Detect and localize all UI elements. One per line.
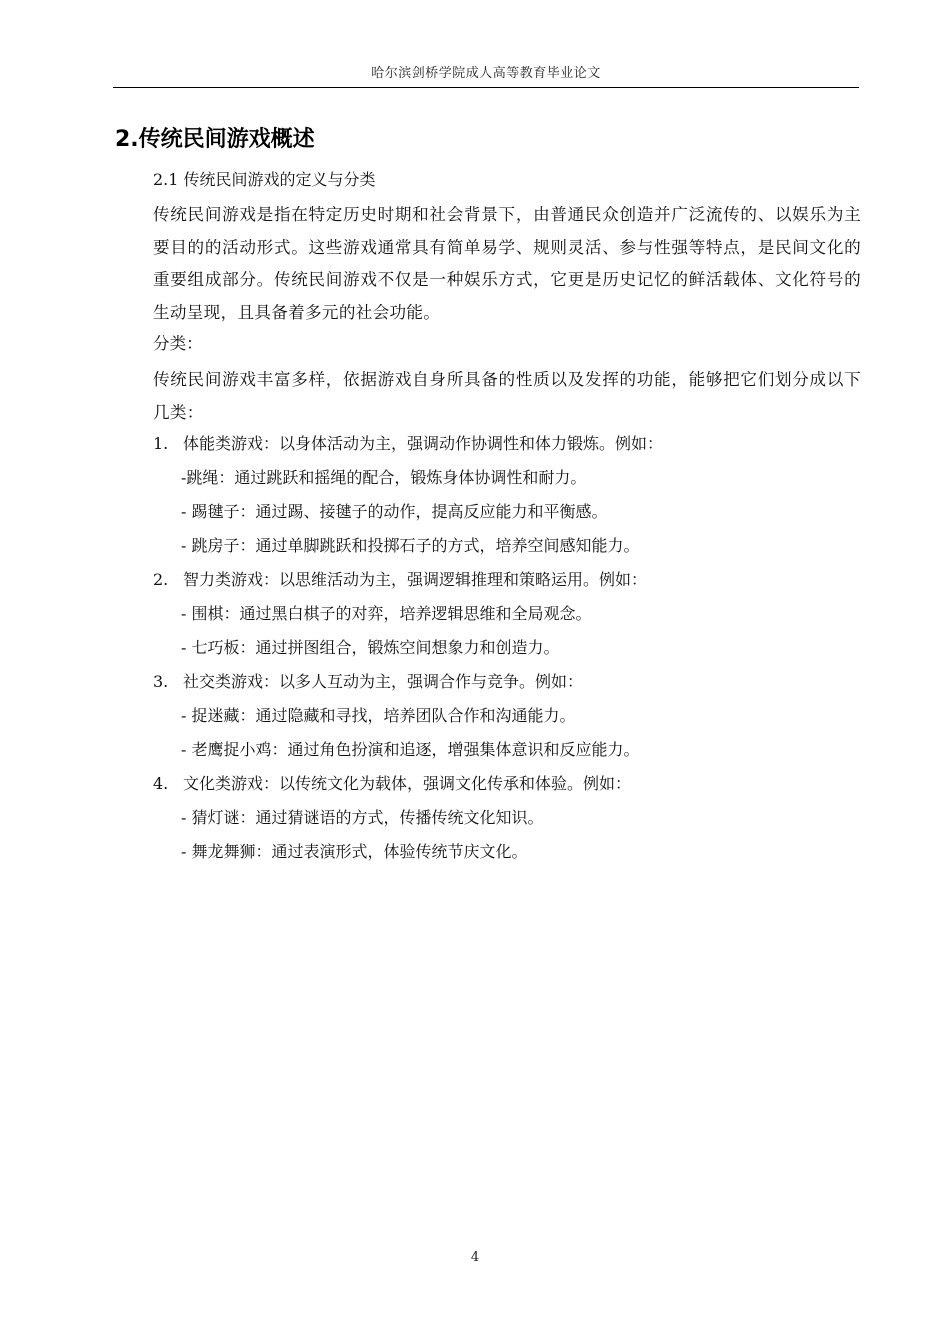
category-text: 文化类游戏：以传统文化为载体，强调文化传承和体验。例如： (183, 774, 632, 793)
page-number: 4 (470, 1250, 480, 1265)
example-item: - 跳房子：通过单脚跳跃和投掷石子的方式，培养空间感知能力。 (181, 536, 640, 555)
example-item: - 捉迷藏：通过隐藏和寻找，培养团队合作和沟通能力。 (181, 706, 576, 725)
category-text: 体能类游戏：以身体活动为主，强调动作协调性和体力锻炼。例如： (183, 434, 664, 453)
category-item (153, 770, 861, 872)
category-item (153, 668, 861, 770)
category-text: 智力类游戏：以思维活动为主，强调逻辑推理和策略运用。例如： (183, 570, 648, 589)
category-number: 1. (153, 434, 169, 453)
example-item: - 七巧板：通过拼图组合，锻炼空间想象力和创造力。 (181, 638, 560, 657)
category-number: 3. (153, 672, 169, 691)
example-list (153, 464, 861, 566)
classification-intro: 传统民间游戏丰富多样，依据游戏自身所具备的性质以及发挥的功能，能够把它们划分成以下几类： (153, 370, 861, 422)
example-item: - 踢毽子：通过踢、接毽子的动作，提高反应能力和平衡感。 (181, 502, 608, 521)
classification-label: 分类： (153, 334, 203, 353)
example-item: -跳绳：通过跳跃和摇绳的配合，锻炼身体协调性和耐力。 (181, 468, 587, 487)
example-list (153, 600, 861, 668)
example-item: - 围棋：通过黑白棋子的对弈，培养逻辑思维和全局观念。 (181, 604, 592, 623)
subsection-heading: 2.1 传统民间游戏的定义与分类 (153, 170, 376, 189)
example-list (153, 702, 861, 770)
page-header: 哈尔滨剑桥学院成人高等教育毕业论文 (371, 66, 601, 81)
definition-paragraph: 传统民间游戏是指在特定历史时期和社会背景下，由普通民众创造并广泛流传的、以娱乐为主要目的的活动形式。这些游戏通常具有简单易学、规则灵活、参与性强等特点，是民间文化的重要组成部分。传统民间游戏不仅是一种娱乐方式，它更是历史记忆的鲜活载体、文化符号的生动呈现，且具备着多元的社会功能。 (153, 205, 861, 322)
category-item (153, 566, 861, 668)
example-item: - 猜灯谜：通过猜谜语的方式，传播传统文化知识。 (181, 808, 544, 827)
category-text: 社交类游戏：以多人互动为主，强调合作与竞争。例如： (183, 672, 584, 691)
category-number: 2. (153, 570, 169, 589)
header-rule (113, 87, 859, 88)
example-item: - 老鹰捉小鸡：通过角色扮演和追逐，增强集体意识和反应能力。 (181, 740, 640, 759)
section-heading: 2.传统民间游戏概述 (115, 127, 315, 152)
category-number: 4. (153, 774, 169, 793)
category-list (153, 430, 861, 872)
example-list (153, 804, 861, 872)
example-item: - 舞龙舞狮：通过表演形式，体验传统节庆文化。 (181, 842, 528, 861)
category-item (153, 430, 861, 566)
